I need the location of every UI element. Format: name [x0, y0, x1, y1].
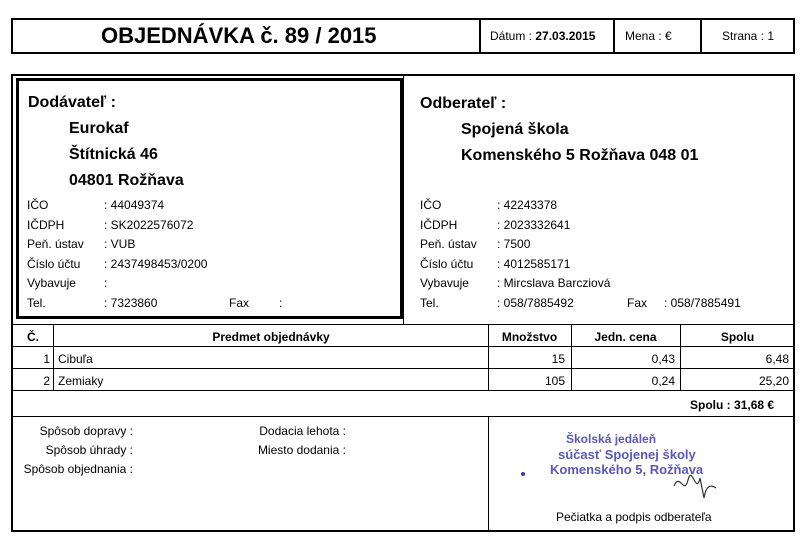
row1-num: 1 — [43, 352, 50, 366]
stamp-line3: Komenského 5, Rožňava — [550, 462, 704, 477]
supplier-ico-label: IČO — [27, 198, 49, 212]
row1-qty: 15 — [551, 352, 565, 366]
col-header-item: Predmet objednávky — [212, 330, 330, 344]
customer-fields — [420, 198, 741, 315]
row1-total: 6,48 — [765, 352, 789, 366]
row2-qty: 105 — [544, 374, 565, 388]
supplier-fields — [27, 198, 282, 315]
signature-caption: Pečiatka a podpis odberateľa — [556, 510, 712, 524]
row1-unit: 0,43 — [651, 352, 675, 366]
customer-handler-value: : Mircslava Barcziová — [497, 276, 611, 290]
row1-item: Cibuľa — [58, 352, 93, 366]
page-title: OBJEDNÁVKA č. 89 / 2015 — [101, 23, 377, 48]
customer-handler-label: Vybavuje — [420, 276, 469, 290]
customer-address: Komenského 5 Rožňava 048 01 — [461, 147, 699, 164]
ordering-label: Spôsob objednania : — [23, 462, 133, 476]
customer-icdph-value: : 2023332641 — [497, 217, 571, 232]
row2-num: 2 — [43, 374, 50, 388]
page-label: Strana : — [722, 29, 765, 43]
stamp-line2: súčasť Spojenej školy — [558, 447, 696, 462]
customer-ico-value: : 42243378 — [497, 198, 558, 212]
row2-item: Zemiaky — [58, 374, 104, 388]
supplier-bank-value: : VUB — [104, 237, 136, 251]
delivery-place-label: Miesto dodania : — [257, 443, 346, 457]
supplier-tel-value: : 7323860 — [104, 295, 158, 310]
currency-label: Mena : — [625, 29, 662, 43]
customer-ico-label: IČO — [420, 198, 442, 212]
customer-account-label: Číslo účtu — [420, 256, 474, 271]
customer-tel-value: : 058/7885492 — [497, 295, 574, 310]
date-label: Dátum : — [490, 29, 533, 43]
supplier-account-label: Číslo účtu — [27, 256, 81, 271]
supplier-heading: Dodávateľ : — [28, 94, 116, 111]
supplier-city: 04801 Rožňava — [69, 172, 184, 189]
supplier-handler-value: : — [104, 276, 108, 290]
customer-fax-label: Fax — [627, 295, 648, 310]
supplier-street: Štítnická 46 — [69, 146, 158, 163]
col-header-unit: Jedn. cena — [594, 330, 657, 344]
customer-bank-value: : 7500 — [497, 237, 531, 251]
supplier-name: Eurokaf — [69, 120, 129, 137]
supplier-fax-value: : — [279, 295, 283, 310]
customer-icdph-label: IČDPH — [420, 217, 458, 232]
col-header-total: Spolu — [720, 330, 755, 344]
supplier-icdph-value: : SK2022576072 — [104, 217, 194, 232]
stamp-dot — [521, 472, 525, 476]
page-value: 1 — [767, 29, 775, 43]
delivery-term-label: Dodacia lehota : — [259, 424, 346, 438]
sum-label: Spolu : — [690, 398, 731, 412]
payment-label: Spôsob úhrady : — [45, 443, 133, 457]
row2-total: 25,20 — [758, 374, 789, 388]
transport-label: Spôsob dopravy : — [39, 424, 133, 438]
supplier-fax-label: Fax — [229, 295, 250, 310]
date-value: 27.03.2015 — [535, 29, 596, 43]
customer-tel-label: Tel. — [420, 295, 439, 310]
customer-fax-value: : 058/7885491 — [664, 295, 741, 310]
currency-value: € — [665, 29, 672, 43]
col-header-num: Č. — [27, 330, 39, 344]
row2-unit: 0,24 — [651, 374, 675, 388]
col-header-qty: Množstvo — [501, 330, 558, 344]
supplier-ico-value: : 44049374 — [104, 198, 165, 212]
stamp-line1: Školská jedáleň — [566, 432, 657, 446]
customer-bank-label: Peň. ústav — [420, 237, 477, 251]
signature-icon — [670, 466, 720, 502]
table-sum — [690, 398, 774, 412]
supplier-account-value: : 2437498453/0200 — [104, 256, 208, 271]
customer-account-value: : 4012585171 — [497, 256, 571, 271]
supplier-icdph-label: IČDPH — [27, 217, 65, 232]
supplier-handler-label: Vybavuje — [27, 276, 76, 290]
customer-name: Spojená škola — [461, 121, 569, 138]
supplier-bank-label: Peň. ústav — [27, 237, 84, 251]
supplier-tel-label: Tel. — [27, 295, 46, 310]
customer-heading: Odberateľ : — [420, 95, 507, 112]
sum-value: 31,68 € — [734, 398, 775, 412]
